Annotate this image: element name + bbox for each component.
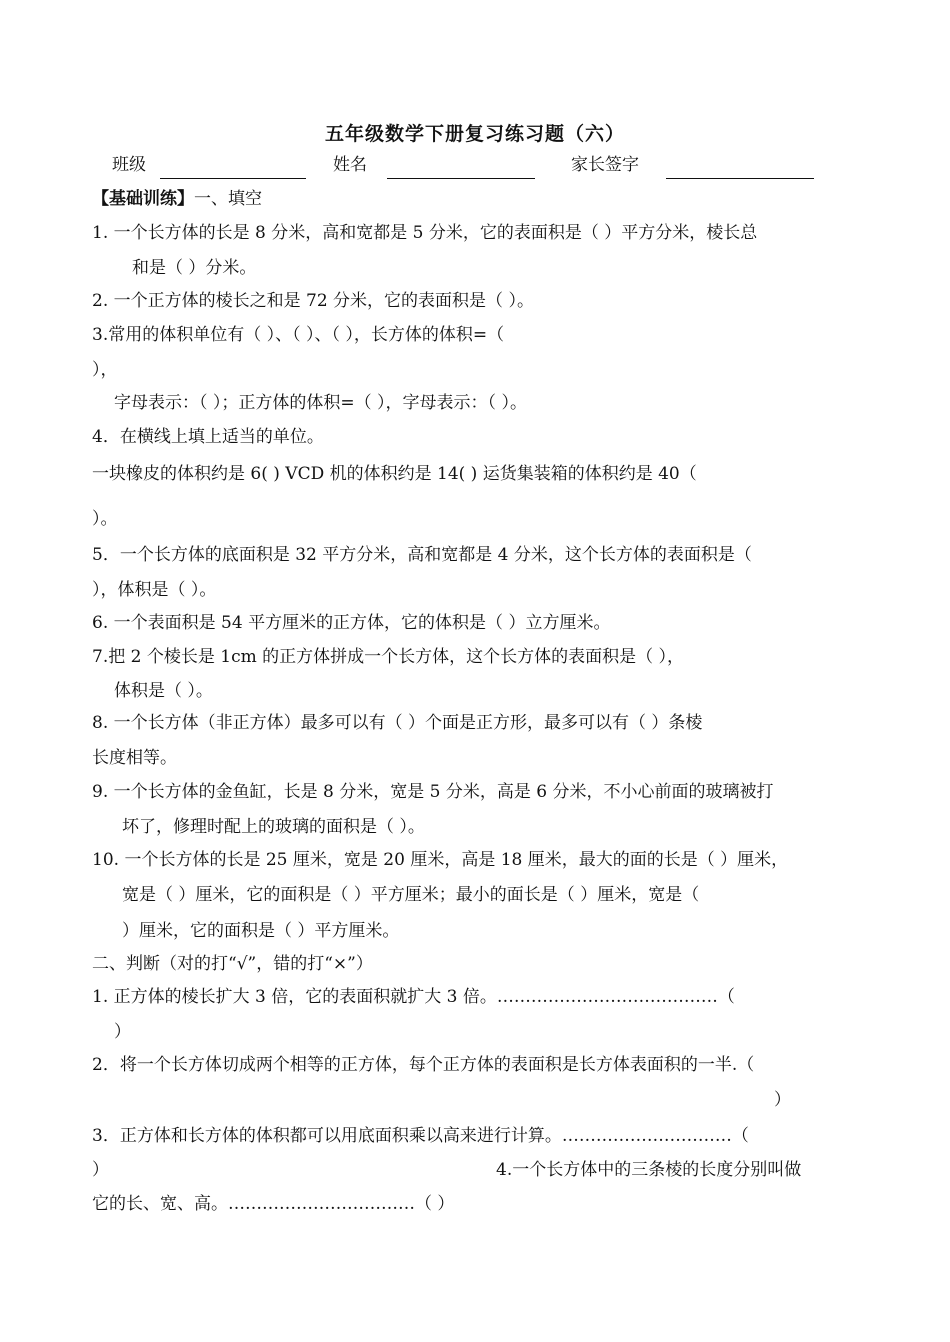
question-line: 一块橡皮的体积约是 6( ) VCD 机的体积约是 14( ) 运货集装箱的体积约是 40（: [92, 464, 697, 484]
question-line: 2．将一个长方体切成两个相等的正方体，每个正方体的表面积是长方体表面积的一半.（: [92, 1055, 755, 1075]
name-field[interactable]: [387, 178, 535, 179]
section-heading-judge: 二、判断（对的打“√”，错的打“×”）: [92, 954, 373, 974]
question-line: ）: [774, 1090, 791, 1110]
question-line: 2. 一个正方体的棱长之和是 72 分米，它的表面积是（ ）。: [92, 291, 534, 311]
class-field[interactable]: [160, 178, 306, 179]
class-label: 班级: [112, 155, 146, 175]
question-line: 3.常用的体积单位有（ ）、（ ）、（ ），长方体的体积=（: [92, 325, 505, 345]
section-heading-text: 一、填空: [194, 189, 262, 209]
question-line: 坏了，修理时配上的玻璃的面积是（ ）。: [122, 817, 425, 837]
question-line: 长度相等。: [92, 748, 177, 768]
question-line: ），: [92, 360, 118, 380]
question-line: 它的长、宽、高。……………………………（ ）: [92, 1194, 455, 1214]
section-bracket-heading: 【基础训练】: [92, 189, 194, 209]
question-line: 1. 正方体的棱长扩大 3 倍，它的表面积就扩大 3 倍。…………………………………（: [92, 987, 735, 1007]
question-line: 4.一个长方体中的三条棱的长度分别叫做: [496, 1160, 802, 1180]
parent-sign-field[interactable]: [666, 178, 814, 179]
question-line: ）厘米，它的面积是（ ）平方厘米。: [122, 921, 400, 941]
question-line: 10. 一个长方体的长是 25 厘米，宽是 20 厘米，高是 18 厘米，最大的面的长是（ ）厘米，: [92, 850, 789, 870]
question-line: 字母表示：（ ）；正方体的体积=（ ），字母表示：（ ）。: [114, 393, 527, 413]
parent-sign-label: 家长签字: [571, 155, 639, 175]
question-line: 7.把 2 个棱长是 1cm 的正方体拼成一个长方体，这个长方体的表面积是（ ），: [92, 647, 685, 667]
question-line: ）。: [92, 509, 118, 529]
question-line: 和是（ ）分米。: [132, 258, 257, 278]
question-line: 9. 一个长方体的金鱼缸，长是 8 分米，宽是 5 分米，高是 6 分米，不小心前面的玻璃被打: [92, 782, 774, 802]
question-line: 8. 一个长方体（非正方体）最多可以有（ ）个面是正方形，最多可以有（ ）条棱: [92, 713, 703, 733]
name-label: 姓名: [333, 155, 367, 175]
question-line: ）: [114, 1022, 131, 1042]
question-line: 4．在横线上填上适当的单位。: [92, 427, 324, 447]
question-line: 体积是（ ）。: [114, 681, 213, 701]
question-line: 宽是（ ）厘米，它的面积是（ ）平方厘米；最小的面长是（ ）厘米，宽是（: [122, 885, 700, 905]
page-title: 五年级数学下册复习练习题（六）: [324, 123, 625, 145]
section-heading-fill: [92, 187, 262, 211]
question-line: 1. 一个长方体的长是 8 分米，高和宽都是 5 分米，它的表面积是（ ）平方分米，棱长总: [92, 223, 758, 243]
question-line: ），体积是（ ）。: [92, 580, 217, 600]
question-line: 3．正方体和长方体的体积都可以用底面积乘以高来进行计算。…………………………（: [92, 1126, 749, 1146]
question-line: ）: [92, 1160, 109, 1180]
question-line: 5．一个长方体的底面积是 32 平方分米，高和宽都是 4 分米，这个长方体的表面积是（: [92, 545, 752, 565]
question-line: 6. 一个表面积是 54 平方厘米的正方体，它的体积是（ ）立方厘米。: [92, 613, 611, 633]
